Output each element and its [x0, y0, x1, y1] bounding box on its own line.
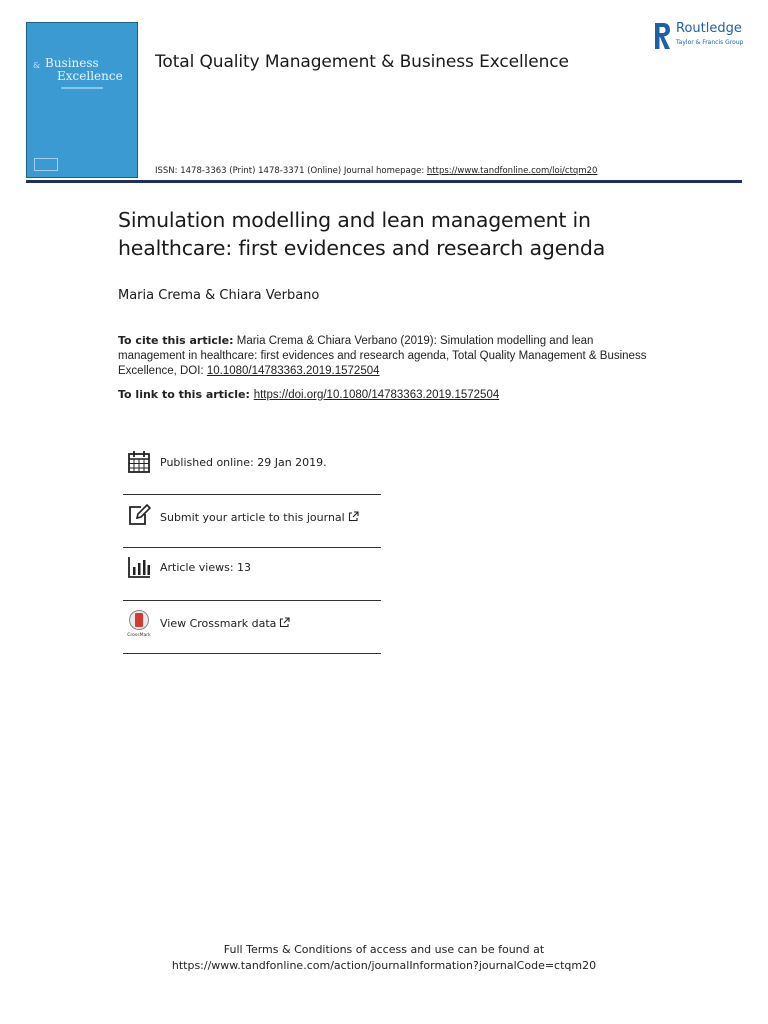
link-label: To link to this article: — [118, 388, 254, 401]
journal-homepage-link[interactable]: https://www.tandfonline.com/loi/ctqm20 — [426, 166, 598, 176]
edit-icon — [127, 503, 151, 527]
article-views: Article views: 13 — [160, 561, 252, 574]
cover-rule — [61, 87, 103, 89]
external-link-icon — [348, 511, 359, 522]
cover-amp: & — [33, 61, 41, 70]
journal-cover-image — [26, 22, 138, 178]
article-authors: Maria Crema & Chiara Verbano — [118, 288, 320, 303]
cite-label: To cite this article: — [118, 334, 234, 347]
views-row — [123, 548, 381, 600]
article-title: Simulation modelling and lean management in healthcare: first evidences and research agenda — [118, 208, 606, 260]
footer-line1: Full Terms & Conditions of access and use can be found at — [223, 943, 545, 956]
submit-article-link[interactable] — [160, 511, 359, 524]
bar-chart-icon — [127, 555, 151, 579]
footer-terms-link[interactable]: https://www.tandfonline.com/action/journalInformation?journalCode=ctqm20 — [171, 959, 597, 972]
doi-link[interactable]: 10.1080/14783363.2019.1572504 — [206, 365, 380, 377]
crossmark-sub: CrossMark — [127, 633, 151, 637]
crossmark-row[interactable] — [123, 601, 381, 653]
issn-text: ISSN: 1478-3363 (Print) 1478-3371 (Online) Journal homepage: — [155, 166, 427, 176]
publisher-subtitle: Taylor & Francis Group — [676, 39, 744, 46]
published-date: Published online: 29 Jan 2019. — [160, 456, 327, 469]
article-link-line — [118, 388, 678, 401]
article-doi-url-link[interactable]: https://doi.org/10.1080/14783363.2019.1572504 — [253, 389, 500, 401]
citation-block — [118, 333, 658, 379]
external-link-icon — [279, 617, 290, 628]
crossmark-icon — [125, 609, 153, 637]
crossmark-link[interactable] — [160, 617, 290, 630]
published-row — [123, 442, 381, 494]
submit-row[interactable] — [123, 495, 381, 547]
footer — [0, 942, 768, 974]
routledge-logo-icon — [652, 21, 672, 51]
cite-text: Maria Crema & Chiara Verbano (2019): Simulation modelling and lean management in healthcare: first evidences and research agenda, Total Quality Management & Business Excellence, DOI: — [118, 335, 647, 377]
cover-title-line1: Business — [45, 56, 99, 70]
cover-publisher-logo — [34, 158, 58, 171]
calendar-icon — [127, 450, 151, 474]
crossmark-label: View Crossmark data — [160, 617, 277, 630]
header-rule — [26, 180, 742, 183]
submit-label: Submit your article to this journal — [160, 511, 345, 524]
meta-divider — [123, 653, 381, 654]
cover-title-line2: Excellence — [57, 69, 123, 83]
publisher-name: Routledge — [676, 21, 742, 36]
journal-title: Total Quality Management & Business Excellence — [155, 52, 569, 72]
issn-line — [155, 166, 597, 176]
